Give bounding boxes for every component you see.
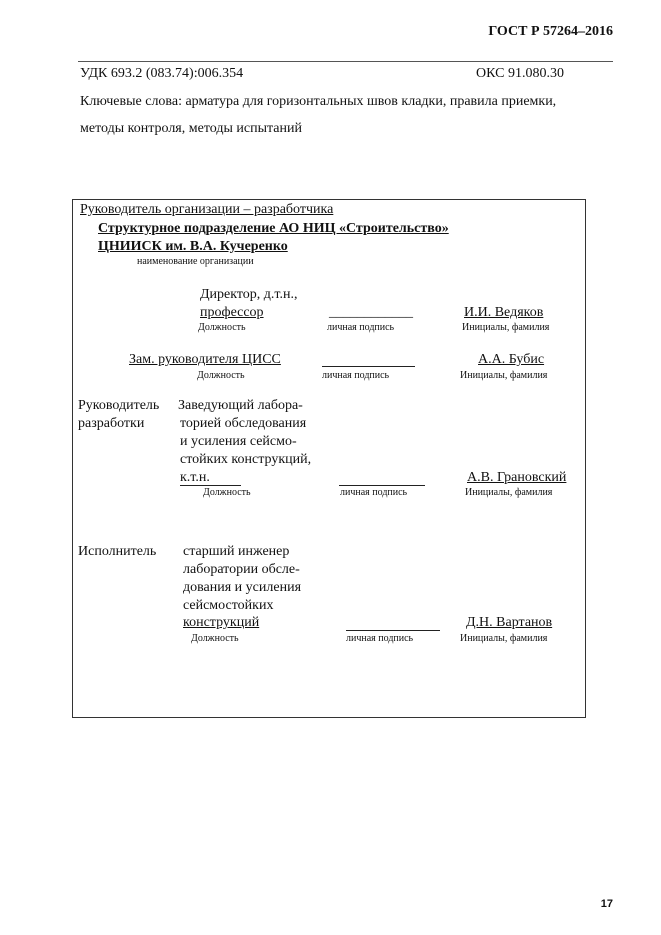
sig4-caption-position: Должность xyxy=(191,633,239,644)
keywords-line-2: методы контроля, методы испытаний xyxy=(80,121,302,136)
sig4-sign-line xyxy=(346,630,440,631)
sig3-caption-position: Должность xyxy=(203,487,251,498)
sig1-position-line-2: профессор xyxy=(200,305,264,320)
sig3-role-line-1: Руководитель xyxy=(78,398,160,413)
oks-code: ОКС 91.080.30 xyxy=(476,66,564,81)
standard-number: ГОСТ Р 57264–2016 xyxy=(488,24,613,39)
org-head-label: Руководитель организации – разработчика xyxy=(80,202,334,217)
sig3-position-line-5: к.т.н. xyxy=(180,470,210,485)
org-name-line-2: ЦНИИСК им. В.А. Кучеренко xyxy=(98,239,288,254)
sig3-role-line-2: разработки xyxy=(78,416,145,431)
sig1-sign-line: ____________ xyxy=(329,305,413,320)
sig1-caption-sign: личная подпись xyxy=(327,322,395,333)
org-name-line-1: Структурное подразделение АО НИЦ «Строительство» xyxy=(98,221,449,236)
page-number: 17 xyxy=(600,898,613,910)
keywords-line-1: Ключевые слова: арматура для горизонтальных швов кладки, правила приемки, xyxy=(80,94,557,109)
sig4-position-line-1: старший инженер xyxy=(183,544,290,559)
sig3-position-line-2: торией обследования xyxy=(180,416,307,431)
sig3-position-line-1: Заведующий лабора- xyxy=(178,398,303,413)
sig3-caption-name: Инициалы, фамилия xyxy=(465,487,553,498)
header-rule xyxy=(78,61,613,62)
sig4-position-line-3: дования и усиления xyxy=(183,580,302,595)
sig1-name: И.И. Ведяков xyxy=(464,305,544,320)
org-caption: наименование организации xyxy=(137,256,254,267)
sig4-position-line-4: сейсмостойких xyxy=(183,598,274,613)
udk-code: УДК 693.2 (083.74):006.354 xyxy=(80,66,244,81)
sig3-sign-line xyxy=(339,485,425,486)
sig2-position: Зам. руководителя ЦИСС xyxy=(129,352,281,367)
sig2-caption-sign: личная подпись xyxy=(322,370,390,381)
sig3-name: А.В. Грановский xyxy=(467,470,567,485)
sig4-caption-sign: личная подпись xyxy=(346,633,414,644)
sig1-caption-position: Должность xyxy=(198,322,246,333)
sig1-caption-name: Инициалы, фамилия xyxy=(462,322,550,333)
sig3-caption-sign: личная подпись xyxy=(340,487,408,498)
sig4-position-line-5: конструкций xyxy=(183,615,260,630)
sig3-position-line-4: стойких конструкций, xyxy=(180,452,312,467)
sig4-caption-name: Инициалы, фамилия xyxy=(460,633,548,644)
sig4-position-line-2: лаборатории обсле- xyxy=(183,562,300,577)
sig3-position-line-3: и усиления сейсмо- xyxy=(180,434,297,449)
sig3-position-underline xyxy=(180,485,241,486)
sig1-position-line-1: Директор, д.т.н., xyxy=(200,287,298,302)
sig2-caption-name: Инициалы, фамилия xyxy=(460,370,548,381)
sig2-caption-position: Должность xyxy=(197,370,245,381)
sig2-name: А.А. Бубис xyxy=(478,352,545,367)
sig4-name: Д.Н. Вартанов xyxy=(466,615,553,630)
sig4-role: Исполнитель xyxy=(78,544,157,559)
sig2-sign-line xyxy=(322,366,415,367)
